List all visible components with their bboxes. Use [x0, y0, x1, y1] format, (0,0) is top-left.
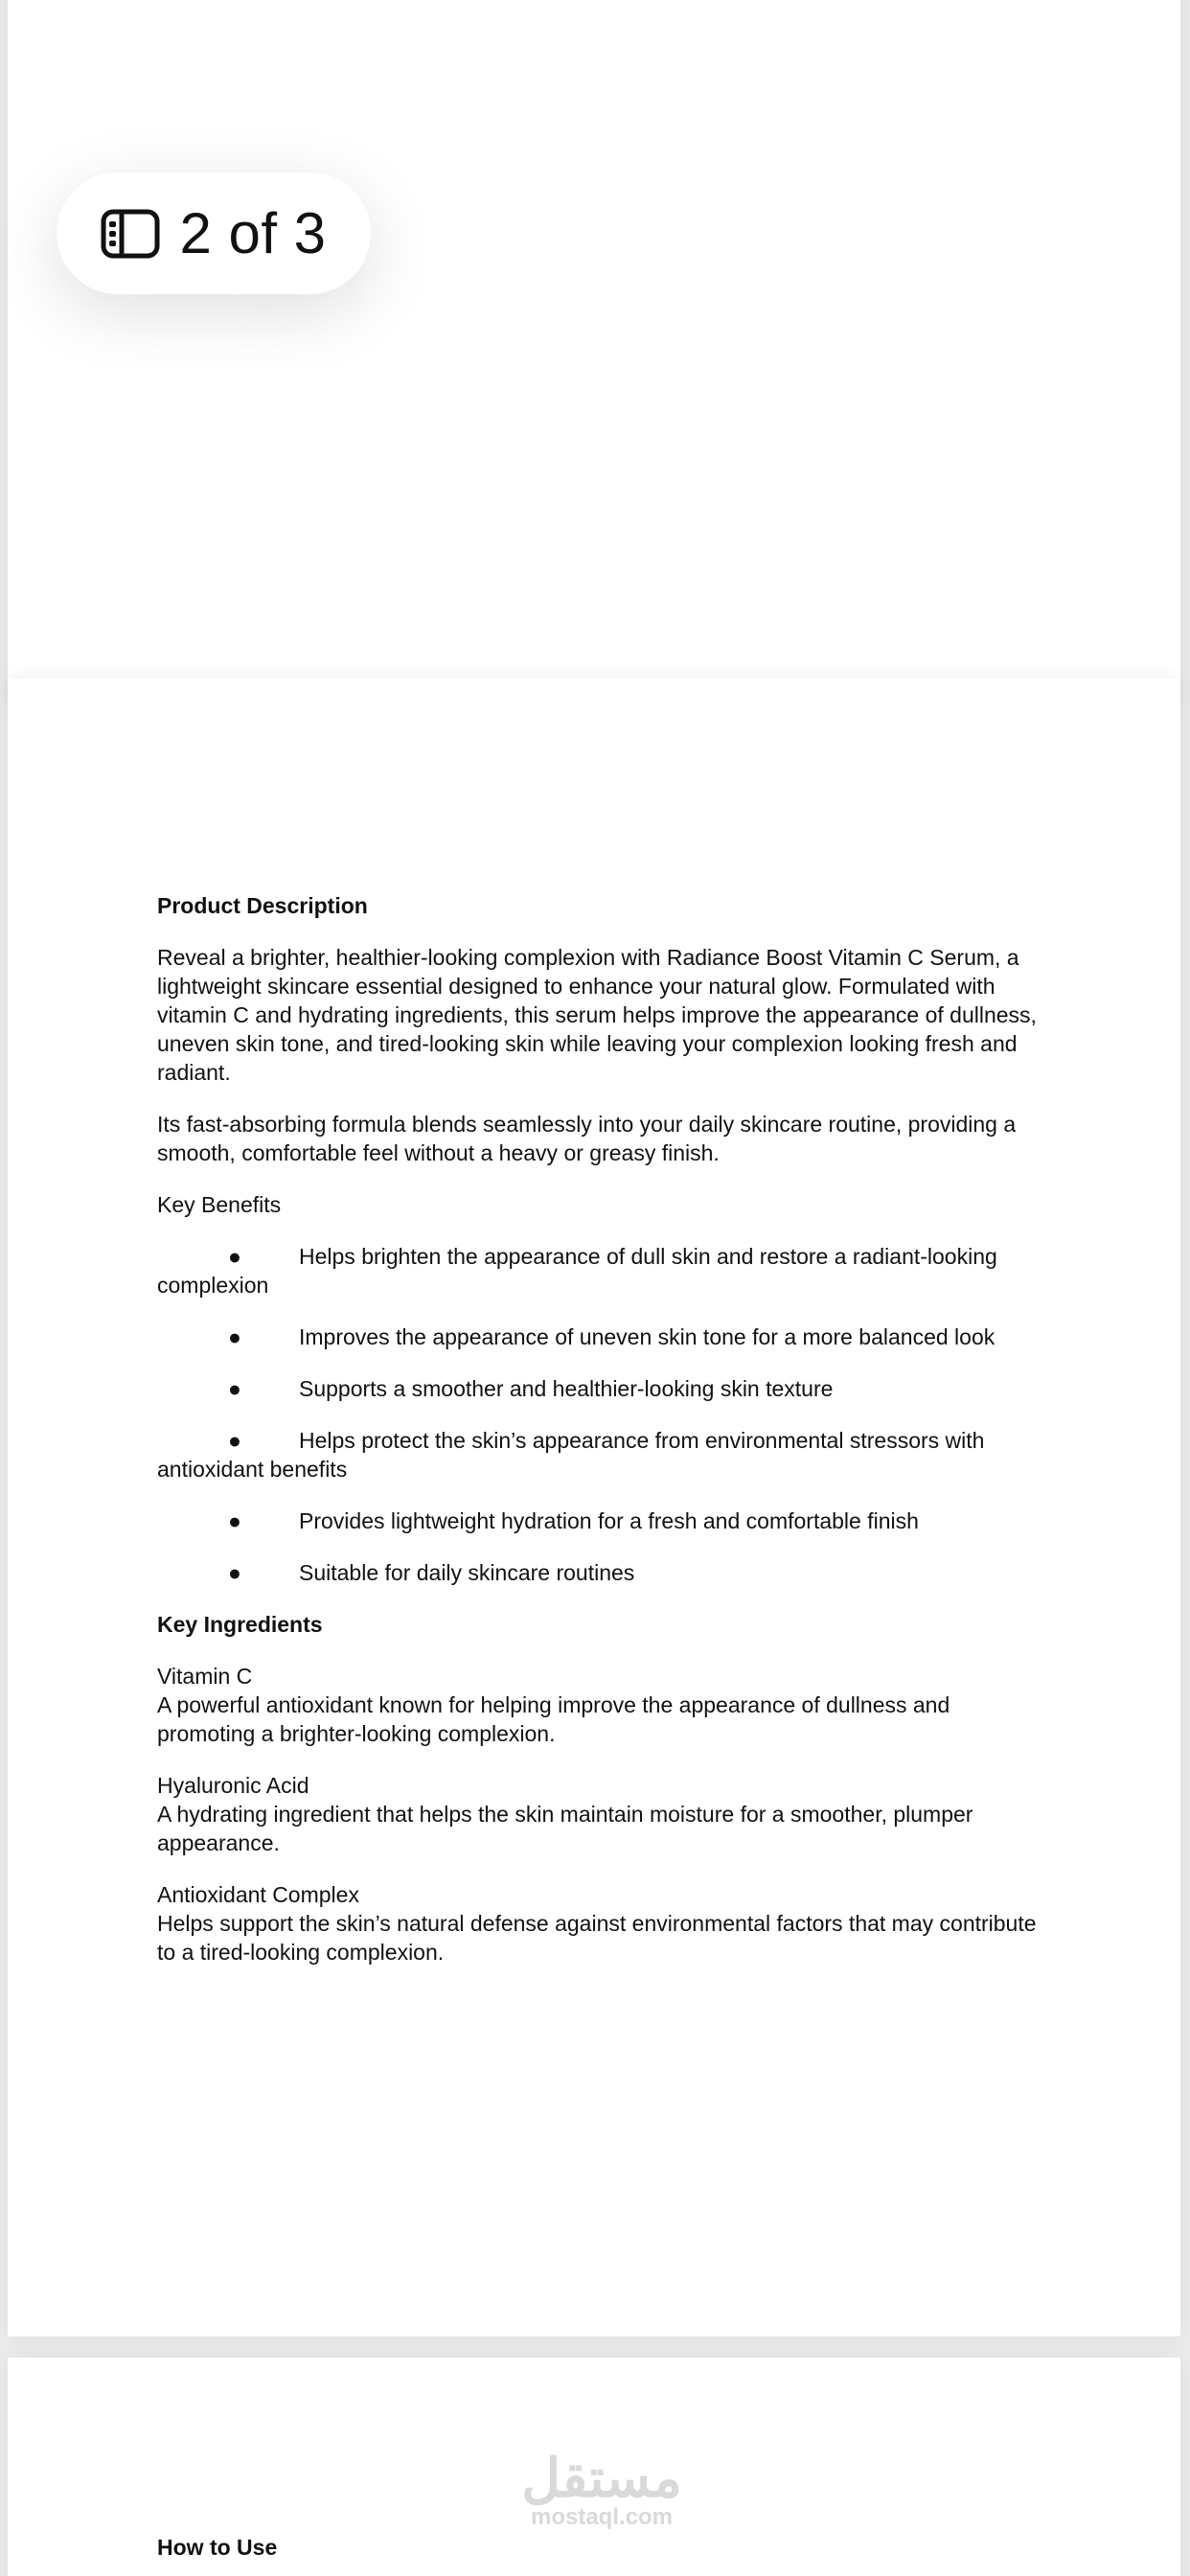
benefit-text: Supports a smoother and healthier-looking skin texture — [299, 1376, 834, 1401]
page-3-content — [157, 2533, 1048, 2576]
benefit-item — [157, 1426, 1048, 1484]
paragraph-intro-1: Reveal a brighter, healthier-looking complexion with Radiance Boost Vitamin C Serum, a lightweight skincare essential designed to enhance your natural glow. Formulated with vitamin C and hydrating ingredients, this serum helps improve the appearance of dullness, uneven skin tone, and tired-looking skin while leaving your complexion looking fresh and radiant. — [157, 945, 1037, 1085]
section-heading-product-description: Product Description — [157, 893, 368, 918]
ingredient-desc: A powerful antioxidant known for helping improve the appearance of dullness and promoting a brighter-looking complexion. — [157, 1692, 950, 1746]
sidebar-panel-icon — [101, 209, 160, 259]
ingredient-name: Antioxidant Complex — [157, 1882, 359, 1907]
ingredient-item — [157, 1880, 1048, 1966]
benefit-text: Provides lightweight hydration for a fresh and comfortable finish — [299, 1508, 919, 1533]
page-indicator-label: 2 of 3 — [179, 201, 327, 265]
bullet-icon: ● — [228, 1376, 241, 1401]
document-page-1 — [8, 0, 1180, 706]
section-heading-how-to-use: How to Use — [157, 2535, 278, 2560]
benefit-item — [157, 1322, 1048, 1351]
section-heading-key-ingredients: Key Ingredients — [157, 1612, 323, 1637]
benefit-item — [157, 1506, 1048, 1535]
paragraph-intro-2: Its fast-absorbing formula blends seamlessly into your daily skincare routine, providing a smooth, comfortable feel without a heavy or greasy finish. — [157, 1112, 1017, 1165]
bullet-icon: ● — [228, 1508, 241, 1533]
benefit-text: Suitable for daily skincare routines — [299, 1560, 635, 1585]
benefit-item — [157, 1374, 1048, 1403]
watermark-latin: mostaql.com — [530, 2504, 674, 2530]
watermark-arabic: مستقل — [521, 2448, 682, 2508]
benefit-text: Helps protect the skin’s appearance from environmental stressors with antioxidant benefits — [157, 1428, 985, 1482]
ingredient-name: Vitamin C — [157, 1664, 253, 1689]
ingredient-item — [157, 1771, 1048, 1857]
benefit-item — [157, 1242, 1048, 1300]
page-indicator[interactable] — [57, 172, 371, 294]
bullet-icon: ● — [228, 1244, 241, 1269]
benefit-item — [157, 1558, 1048, 1587]
ingredient-desc: A hydrating ingredient that helps the skin maintain moisture for a smoother, plumper appearance. — [157, 1802, 973, 1855]
bullet-icon: ● — [228, 1324, 241, 1349]
ingredient-item — [157, 1662, 1048, 1748]
key-benefits-title: Key Benefits — [157, 1192, 282, 1217]
page-2-content — [157, 891, 1048, 1990]
document-page-2 — [8, 678, 1180, 2336]
bullet-icon: ● — [228, 1428, 241, 1453]
benefit-text: Helps brighten the appearance of dull skin and restore a radiant-looking complexion — [157, 1244, 997, 1298]
bullet-icon: ● — [228, 1560, 241, 1585]
watermark-logo — [515, 2448, 688, 2530]
ingredient-desc: Helps support the skin’s natural defense against environmental factors that may contribute to a tired-looking complexion. — [157, 1911, 1037, 1965]
document-page-3 — [8, 2358, 1180, 2576]
ingredient-name: Hyaluronic Acid — [157, 1773, 309, 1798]
benefit-text: Improves the appearance of uneven skin tone for a more balanced look — [299, 1324, 995, 1349]
